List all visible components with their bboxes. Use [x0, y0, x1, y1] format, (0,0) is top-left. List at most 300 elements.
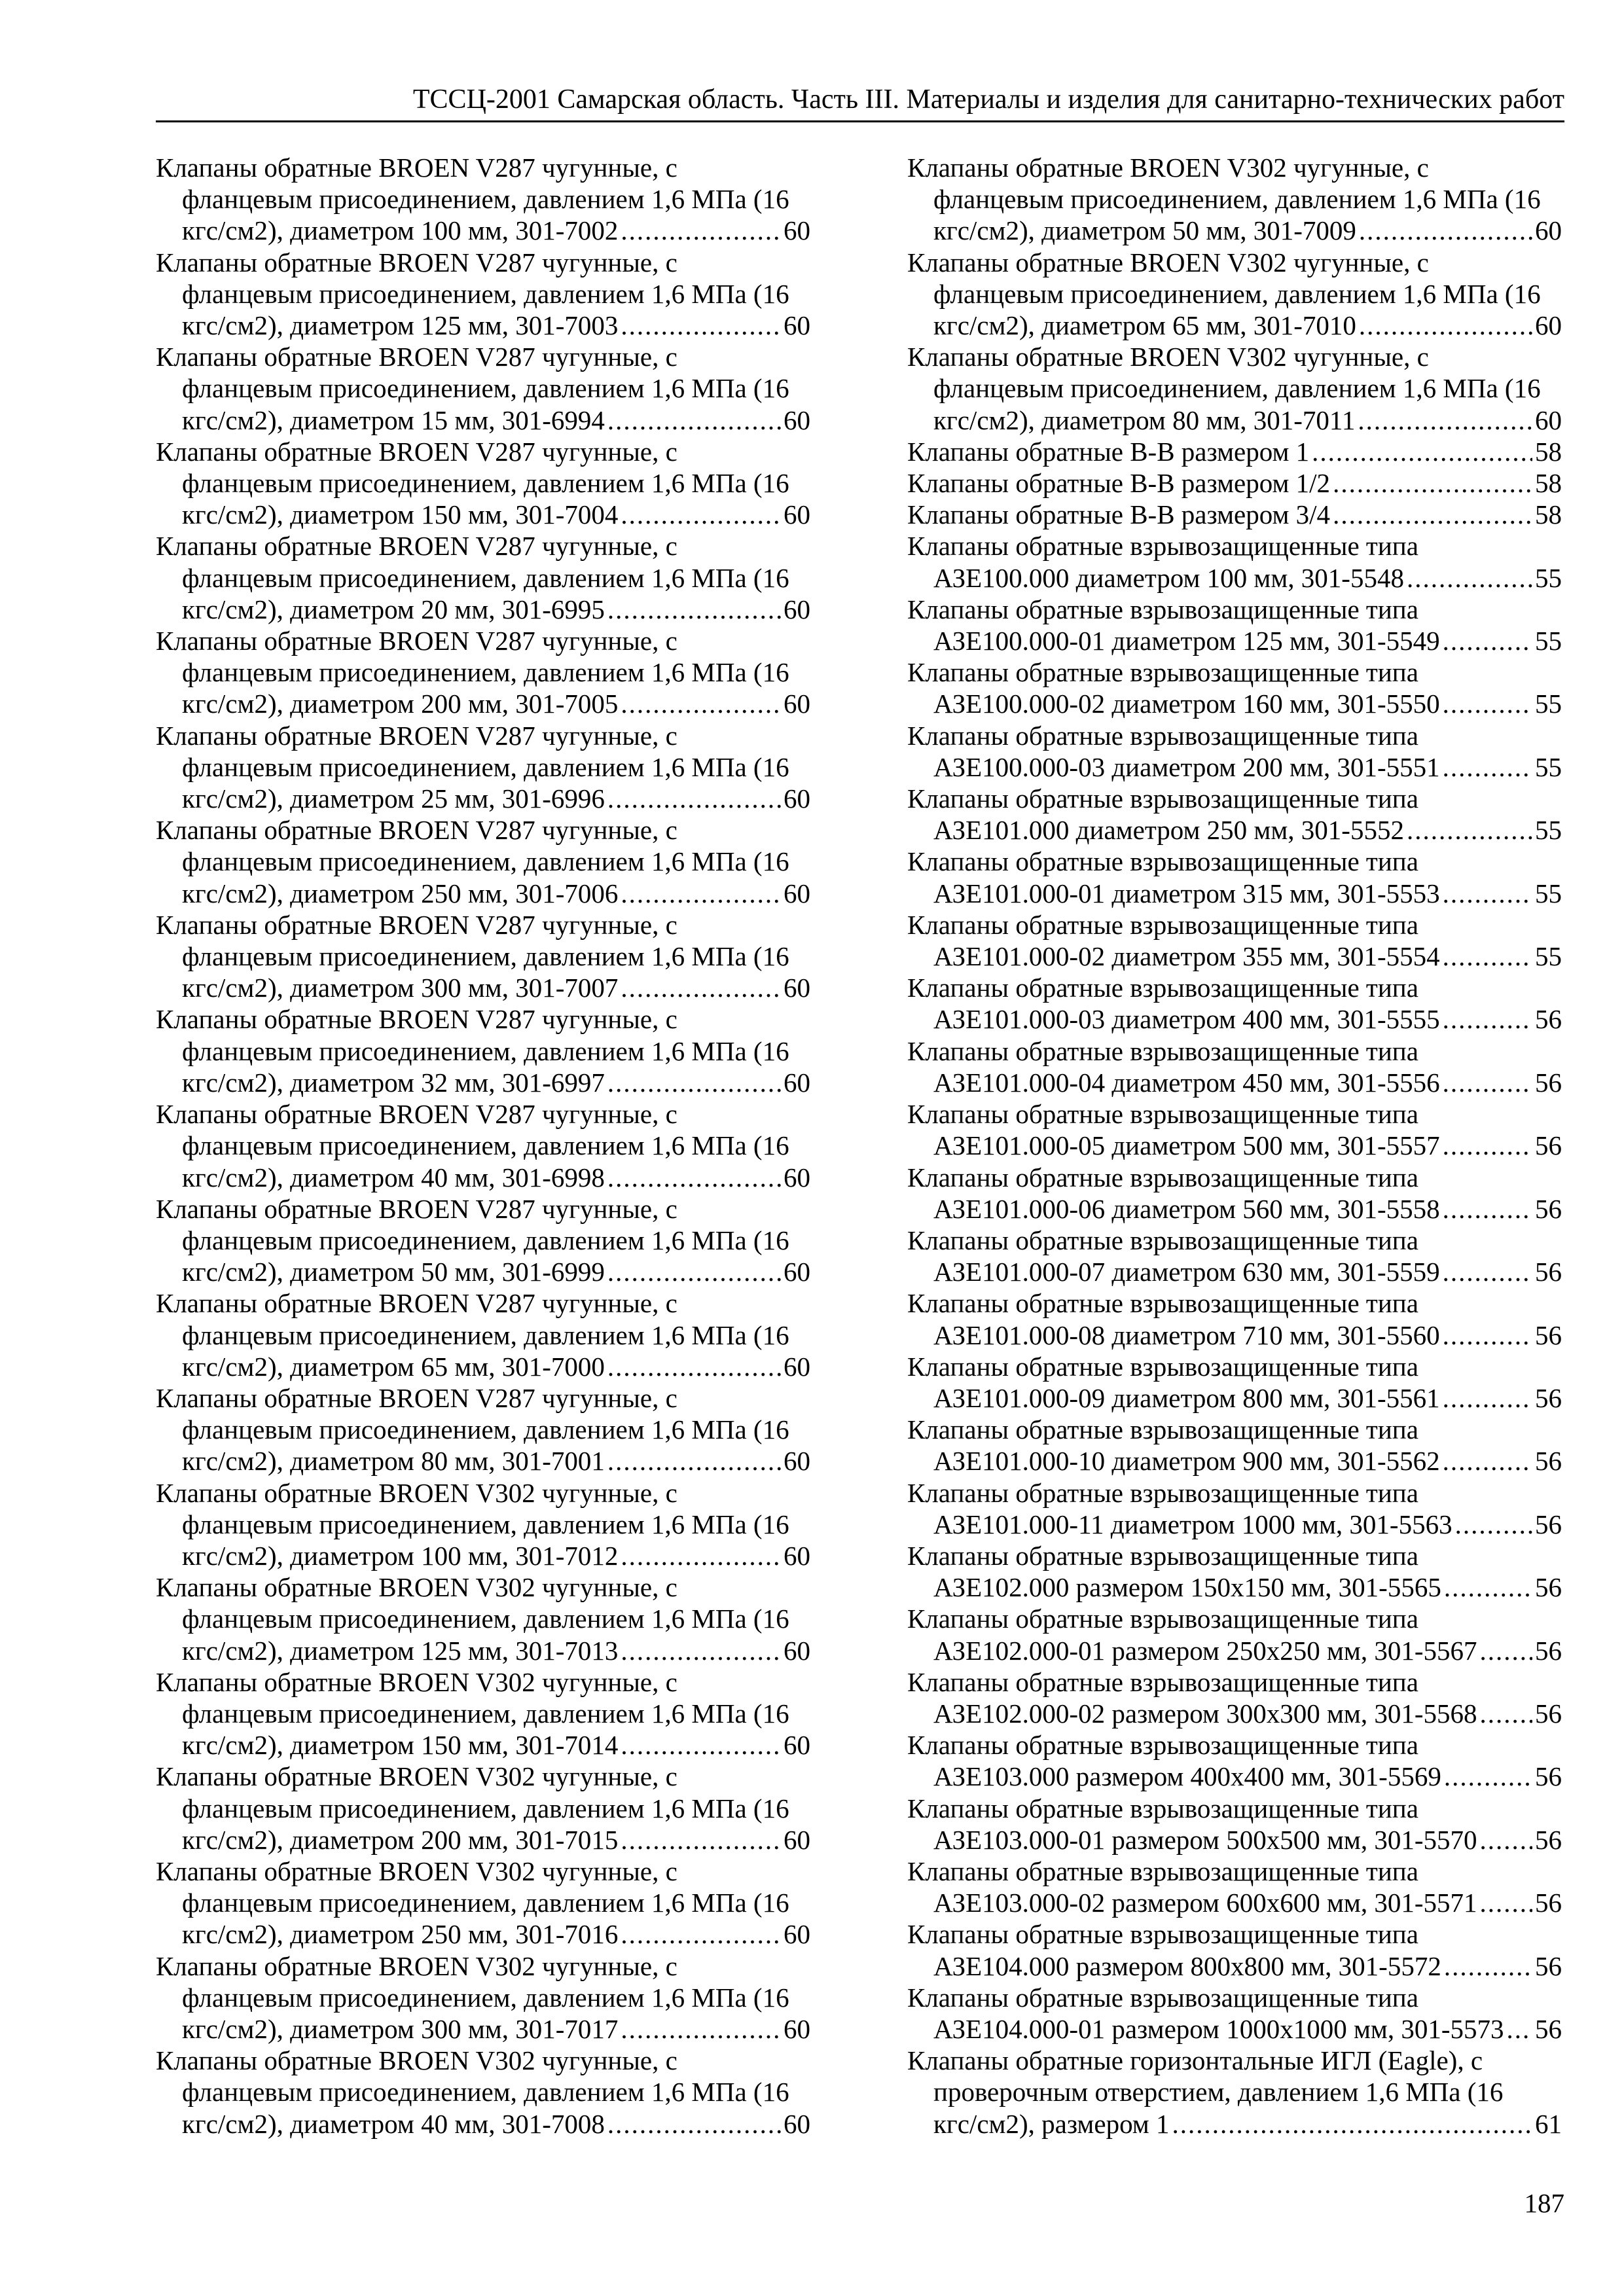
entry-heading-line: Клапаны обратные взрывозащищенные типа: [907, 1099, 1418, 1130]
entry-item-text: АЗЕ101.000-05 диаметром 500 мм, 301-5557: [933, 1130, 1440, 1161]
entry-final-line: [907, 436, 1562, 467]
entry-continuation-line: фланцевым присоединением, давлением 1,6 МПа (16: [182, 2077, 789, 2108]
dot-leader: [1480, 1635, 1533, 1666]
entry-final-line: [156, 878, 810, 909]
page-reference: 60: [784, 1824, 810, 1855]
page-reference: 60: [784, 1919, 810, 1950]
entry-item-text: кгс/см2), диаметром 20 мм, 301-6995: [182, 594, 605, 624]
dot-leader: [1443, 688, 1532, 719]
index-entry: [907, 247, 1562, 342]
index-entry: [907, 783, 1562, 846]
entry-continuation-line: фланцевым присоединением, давлением 1,6 МПа (16: [182, 1604, 789, 1634]
index-entry: [907, 1666, 1562, 1729]
dot-leader: [621, 1540, 781, 1571]
index-entry: [156, 2045, 810, 2140]
entry-item-text: кгс/см2), диаметром 80 мм, 301-7011: [933, 404, 1356, 435]
entry-final-line: [907, 688, 1562, 719]
entry-heading-line: Клапаны обратные взрывозащищенные типа: [907, 1856, 1418, 1886]
dot-leader: [1443, 751, 1532, 783]
index-entry: [907, 1098, 1562, 1161]
entry-heading-line: Клапаны обратные взрывозащищенные типа: [907, 1035, 1418, 1066]
dot-leader: [621, 1824, 781, 1856]
index-entry: [156, 1761, 810, 1856]
dot-leader: [1444, 1950, 1532, 1982]
entry-continuation-line: фланцевым присоединением, давлением 1,6 МПа (16: [182, 1888, 789, 1918]
entry-heading-line: Клапаны обратные взрывозащищенные типа: [907, 1540, 1418, 1571]
entry-final-line: [907, 1067, 1562, 1098]
entry-final-line: [156, 1351, 810, 1382]
entry-final-line: [907, 1130, 1562, 1161]
entry-heading-line: Клапаны обратные BROEN V287 чугунные, с: [156, 436, 677, 467]
dot-leader: [1443, 1130, 1532, 1161]
entry-item-text: кгс/см2), диаметром 80 мм, 301-7001: [182, 1446, 605, 1477]
index-entry: [156, 909, 810, 1004]
running-header: [156, 82, 1564, 122]
index-entry: [907, 1729, 1562, 1792]
page-reference: 61: [1535, 2108, 1562, 2139]
entry-item-text: кгс/см2), диаметром 15 мм, 301-6994: [182, 404, 605, 435]
entry-heading-line: Клапаны обратные BROEN V287 чугунные, с: [156, 720, 677, 751]
entry-final-line: [156, 1729, 810, 1761]
entry-heading-line: Клапаны обратные BROEN V302 чугунные, с: [156, 1477, 677, 1508]
entry-heading-line: Клапаны обратные взрывозащищенные типа: [907, 1477, 1418, 1508]
entry-continuation-line: фланцевым присоединением, давлением 1,6 МПа (16: [182, 941, 789, 972]
entry-final-line: [907, 878, 1562, 909]
entry-final-line: [907, 1698, 1562, 1729]
entry-final-line: [907, 1950, 1562, 1982]
page-reference: 55: [1535, 626, 1562, 656]
page-reference: 60: [784, 1162, 810, 1193]
entry-continuation-line: фланцевым присоединением, давлением 1,6 МПа (16: [182, 1698, 789, 1729]
index-entry: [907, 1035, 1562, 1098]
index-entry: [907, 1540, 1562, 1603]
page-reference: 56: [1535, 1382, 1562, 1413]
page-reference: 56: [1535, 1446, 1562, 1477]
entry-item-text: кгс/см2), диаметром 50 мм, 301-6999: [182, 1257, 605, 1287]
dot-leader: [621, 2013, 781, 2045]
index-entry: [907, 1225, 1562, 1287]
dot-leader: [607, 783, 781, 814]
index-entry: [907, 1477, 1562, 1540]
page-reference: 60: [784, 594, 810, 624]
entry-final-line: [907, 2108, 1562, 2140]
entry-item-text: АЗЕ101.000-08 диаметром 710 мм, 301-5560: [933, 1319, 1440, 1350]
entry-heading-line: Клапаны обратные BROEN V287 чугунные, с: [156, 152, 677, 183]
page-reference: 60: [1535, 215, 1562, 246]
index-entry: [907, 1414, 1562, 1477]
page-reference: 60: [784, 1540, 810, 1571]
entry-item-text: кгс/см2), диаметром 300 мм, 301-7007: [182, 973, 619, 1003]
dot-leader: [1359, 310, 1532, 341]
entry-heading-line: Клапаны обратные BROEN V287 чугунные, с: [156, 1288, 677, 1319]
page-reference: 60: [1535, 310, 1562, 341]
entry-item-text: АЗЕ101.000-07 диаметром 630 мм, 301-5559: [933, 1257, 1440, 1287]
dot-leader: [1358, 404, 1532, 436]
dot-leader: [1480, 1824, 1533, 1856]
entry-heading-line: Клапаны обратные BROEN V302 чугунные, с: [156, 1761, 677, 1792]
entry-heading-line: Клапаны обратные взрывозащищенные типа: [907, 1351, 1418, 1382]
entry-final-line: [907, 1193, 1562, 1225]
entry-item-text: кгс/см2), диаметром 65 мм, 301-7000: [182, 1351, 605, 1382]
entry-heading-line: Клапаны обратные BROEN V287 чугунные, с: [156, 1099, 677, 1130]
entry-continuation-line: фланцевым присоединением, давлением 1,6 МПа (16: [182, 278, 789, 309]
entry-item-text: кгс/см2), диаметром 200 мм, 301-7005: [182, 689, 619, 719]
entry-heading-line: Клапаны обратные BROEN V287 чугунные, с: [156, 1193, 677, 1224]
index-entry: [907, 1351, 1562, 1414]
entry-final-line: [907, 1382, 1562, 1414]
page-reference: 60: [784, 2013, 810, 2044]
page-reference: 60: [784, 973, 810, 1003]
page-reference: 56: [1535, 1257, 1562, 1287]
dot-leader: [1480, 1698, 1533, 1729]
entry-final-line: [907, 1003, 1562, 1035]
dot-leader: [1312, 436, 1532, 467]
dot-leader: [1443, 1256, 1532, 1287]
entry-final-line: [907, 1256, 1562, 1287]
index-entry: [156, 1287, 810, 1382]
entry-heading-line: Клапаны обратные взрывозащищенные типа: [907, 909, 1418, 940]
dot-leader: [1443, 1067, 1532, 1098]
index-entry: [156, 1666, 810, 1761]
entry-item-text: Клапаны обратные В-В размером 1/2: [907, 468, 1331, 499]
page-reference: 56: [1535, 1067, 1562, 1098]
entry-final-line: [907, 1319, 1562, 1351]
entry-continuation-line: фланцевым присоединением, давлением 1,6 МПа (16: [182, 657, 789, 688]
entry-final-line: [156, 594, 810, 625]
index-entry: [156, 1571, 810, 1666]
page-reference: 60: [784, 1067, 810, 1098]
entry-heading-line: Клапаны обратные взрывозащищенные типа: [907, 1666, 1418, 1697]
entry-final-line: [156, 404, 810, 436]
entry-item-text: АЗЕ101.000-04 диаметром 450 мм, 301-5556: [933, 1067, 1440, 1098]
entry-final-line: [156, 2108, 810, 2140]
entry-item-text: кгс/см2), диаметром 200 мм, 301-7015: [182, 1824, 619, 1855]
page-reference: 56: [1535, 1319, 1562, 1350]
entry-final-line: [156, 2013, 810, 2045]
index-entry: [907, 1918, 1562, 1981]
dot-leader: [621, 878, 781, 909]
entry-item-text: АЗЕ101.000-09 диаметром 800 мм, 301-5561: [933, 1382, 1440, 1413]
entry-heading-line: Клапаны обратные BROEN V302 чугунные, с: [907, 342, 1429, 372]
dot-leader: [621, 215, 781, 246]
entry-final-line: [156, 215, 810, 246]
entry-heading-line: Клапаны обратные BROEN V287 чугунные, с: [156, 1004, 677, 1035]
entry-heading-line: Клапаны обратные BROEN V287 чугунные, с: [156, 247, 677, 278]
entry-final-line: [907, 941, 1562, 972]
dot-leader: [607, 404, 781, 436]
page-reference: 56: [1535, 1824, 1562, 1855]
entry-final-line: [156, 1256, 810, 1287]
dot-leader: [1443, 1319, 1532, 1351]
entry-heading-line: Клапаны обратные BROEN V302 чугунные, с: [907, 247, 1429, 278]
page-reference: 60: [784, 310, 810, 341]
entry-continuation-line: фланцевым присоединением, давлением 1,6 МПа (16: [182, 1793, 789, 1823]
index-entry: [907, 1603, 1562, 1666]
entry-heading-line: Клапаны обратные взрывозащищенные типа: [907, 1793, 1418, 1823]
index-entry: [156, 1477, 810, 1572]
page-reference: 60: [784, 1635, 810, 1666]
page-reference: 56: [1535, 1509, 1562, 1539]
entry-item-text: кгс/см2), диаметром 100 мм, 301-7002: [182, 215, 619, 246]
entry-continuation-line: фланцевым присоединением, давлением 1,6 МПа (16: [182, 184, 789, 215]
page-reference: 56: [1535, 1635, 1562, 1666]
entry-item-text: АЗЕ101.000-10 диаметром 900 мм, 301-5562: [933, 1446, 1440, 1477]
index-entry: [907, 467, 1562, 499]
dot-leader: [1172, 2108, 1533, 2140]
entry-heading-line: Клапаны обратные взрывозащищенные типа: [907, 594, 1418, 624]
dot-leader: [607, 594, 781, 625]
index-entry: [156, 1950, 810, 2045]
entry-item-text: Клапаны обратные В-В размером 3/4: [907, 499, 1331, 530]
page-reference: 58: [1535, 436, 1562, 467]
dot-leader: [621, 1918, 781, 1950]
dot-leader: [621, 1729, 781, 1761]
entry-final-line: [907, 1571, 1562, 1603]
page-reference: 60: [1535, 404, 1562, 435]
entry-final-line: [156, 1918, 810, 1950]
entry-continuation-line: фланцевым присоединением, давлением 1,6 МПа (16: [182, 1319, 789, 1350]
index-entry: [907, 2045, 1562, 2140]
entry-heading-line: Клапаны обратные BROEN V302 чугунные, с: [907, 152, 1429, 183]
entry-item-text: АЗЕ102.000-01 размером 250х250 мм, 301-5567: [933, 1635, 1477, 1666]
dot-leader: [1444, 1761, 1532, 1792]
entry-final-line: [156, 1162, 810, 1193]
entry-heading-line: Клапаны обратные горизонтальные ИГЛ (Eagle), с: [907, 2045, 1483, 2076]
entry-heading-line: Клапаны обратные BROEN V302 чугунные, с: [156, 2045, 677, 2076]
entry-item-text: кгс/см2), размером 1: [933, 2108, 1170, 2139]
entry-item-text: Клапаны обратные В-В размером 1: [907, 436, 1310, 467]
entry-item-text: кгс/см2), диаметром 150 мм, 301-7004: [182, 499, 619, 530]
index-entry: [156, 1856, 810, 1950]
page-reference: 55: [1535, 562, 1562, 593]
entry-final-line: [907, 467, 1562, 499]
entry-heading-line: Клапаны обратные взрывозащищенные типа: [907, 1225, 1418, 1255]
entry-final-line: [907, 1824, 1562, 1856]
entry-continuation-line: фланцевым присоединением, давлением 1,6 МПа (16: [182, 1414, 789, 1445]
index-entry: [907, 1982, 1562, 2045]
entry-continuation-line: фланцевым присоединением, давлением 1,6 МПа (16: [182, 562, 789, 593]
index-entry: [907, 594, 1562, 656]
dot-leader: [607, 1067, 781, 1098]
entry-heading-line: Клапаны обратные взрывозащищенные типа: [907, 1919, 1418, 1950]
page-reference: 55: [1535, 751, 1562, 782]
entry-heading-line: Клапаны обратные BROEN V302 чугунные, с: [156, 1666, 677, 1697]
entry-final-line: [156, 783, 810, 814]
entry-final-line: [156, 1824, 810, 1856]
entry-item-text: АЗЕ101.000-01 диаметром 315 мм, 301-5553: [933, 878, 1440, 908]
index-entry: [907, 656, 1562, 719]
page-reference: 55: [1535, 815, 1562, 846]
entry-item-text: АЗЕ103.000-02 размером 600х600 мм, 301-5571: [933, 1888, 1477, 1918]
index-entry: [156, 720, 810, 815]
dot-leader: [607, 1162, 781, 1193]
entry-continuation-line: проверочным отверстием, давлением 1,6 МПа (16: [933, 2077, 1504, 2108]
dot-leader: [607, 1445, 781, 1477]
index-entry: [156, 1003, 810, 1098]
page-reference: 56: [1535, 2013, 1562, 2044]
entry-item-text: АЗЕ101.000-03 диаметром 400 мм, 301-5555: [933, 1004, 1440, 1035]
page-reference: 60: [784, 689, 810, 719]
index-entry: [907, 909, 1562, 972]
entry-final-line: [907, 562, 1562, 594]
dot-leader: [1480, 1887, 1533, 1918]
entry-heading-line: Клапаны обратные взрывозащищенные типа: [907, 1414, 1418, 1445]
entry-heading-line: Клапаны обратные взрывозащищенные типа: [907, 657, 1418, 688]
dot-leader: [1455, 1509, 1532, 1540]
entry-continuation-line: фланцевым присоединением, давлением 1,6 МПа (16: [182, 468, 789, 499]
entry-continuation-line: фланцевым присоединением, давлением 1,6 МПа (16: [182, 751, 789, 782]
index-entry: [907, 436, 1562, 467]
entry-heading-line: Клапаны обратные BROEN V287 чугунные, с: [156, 342, 677, 372]
dot-leader: [1443, 941, 1532, 972]
entry-continuation-line: фланцевым присоединением, давлением 1,6 МПа (16: [933, 278, 1541, 309]
page-reference: 60: [784, 1257, 810, 1287]
entry-item-text: кгс/см2), диаметром 32 мм, 301-6997: [182, 1067, 605, 1098]
page-reference: 56: [1535, 1888, 1562, 1918]
left-index-column: [156, 152, 810, 2140]
index-entry: [907, 499, 1562, 530]
entry-heading-line: Клапаны обратные BROEN V287 чугунные, с: [156, 626, 677, 656]
page-reference: 60: [784, 1351, 810, 1382]
entry-heading-line: Клапаны обратные взрывозащищенные типа: [907, 783, 1418, 814]
entry-continuation-line: фланцевым присоединением, давлением 1,6 МПа (16: [182, 1982, 789, 2013]
entry-heading-line: Клапаны обратные взрывозащищенные типа: [907, 720, 1418, 751]
page-reference: 55: [1535, 878, 1562, 908]
index-entry: [907, 1287, 1562, 1350]
entry-item-text: АЗЕ103.000-01 размером 500х500 мм, 301-5570: [933, 1824, 1477, 1855]
index-entry: [156, 152, 810, 247]
dot-leader: [607, 1256, 781, 1287]
page-reference: 58: [1535, 499, 1562, 530]
entry-final-line: [907, 1761, 1562, 1792]
dot-leader: [1443, 1193, 1532, 1225]
entry-item-text: АЗЕ101.000-11 диаметром 1000 мм, 301-5563: [933, 1509, 1453, 1539]
entry-final-line: [907, 1445, 1562, 1477]
index-entry: [907, 1793, 1562, 1856]
dot-leader: [621, 499, 781, 530]
dot-leader: [1333, 499, 1532, 530]
index-entry: [907, 341, 1562, 436]
entry-item-text: кгс/см2), диаметром 150 мм, 301-7014: [182, 1730, 619, 1761]
page-reference: 55: [1535, 689, 1562, 719]
index-entry: [907, 1162, 1562, 1225]
entry-item-text: кгс/см2), диаметром 25 мм, 301-6996: [182, 783, 605, 814]
entry-heading-line: Клапаны обратные взрывозащищенные типа: [907, 1730, 1418, 1761]
page-reference: 56: [1535, 1950, 1562, 1981]
entry-heading-line: Клапаны обратные взрывозащищенные типа: [907, 1162, 1418, 1193]
entry-heading-line: Клапаны обратные взрывозащищенные типа: [907, 531, 1418, 562]
page-reference: 60: [784, 878, 810, 908]
dot-leader: [621, 1635, 781, 1666]
page-reference: 58: [1535, 468, 1562, 499]
entry-item-text: кгс/см2), диаметром 125 мм, 301-7013: [182, 1635, 619, 1666]
entry-heading-line: Клапаны обратные BROEN V302 чугунные, с: [156, 1856, 677, 1886]
dot-leader: [1359, 215, 1532, 246]
entry-item-text: АЗЕ101.000 диаметром 250 мм, 301-5552: [933, 815, 1404, 846]
page-reference: 56: [1535, 1193, 1562, 1224]
index-entry: [907, 846, 1562, 908]
entry-final-line: [156, 1445, 810, 1477]
entry-final-line: [907, 215, 1562, 246]
entry-item-text: кгс/см2), диаметром 40 мм, 301-6998: [182, 1162, 605, 1193]
entry-item-text: АЗЕ101.000-02 диаметром 355 мм, 301-5554: [933, 941, 1440, 972]
entry-final-line: [907, 1509, 1562, 1540]
entry-heading-line: Клапаны обратные BROEN V287 чугунные, с: [156, 815, 677, 846]
dot-leader: [621, 972, 781, 1003]
entry-heading-line: Клапаны обратные взрывозащищенные типа: [907, 1982, 1418, 2013]
entry-item-text: кгс/см2), диаметром 250 мм, 301-7006: [182, 878, 619, 908]
entry-heading-line: Клапаны обратные BROEN V287 чугунные, с: [156, 909, 677, 940]
entry-heading-line: Клапаны обратные взрывозащищенные типа: [907, 973, 1418, 1003]
dot-leader: [621, 310, 781, 341]
entry-final-line: [156, 1067, 810, 1098]
entry-continuation-line: фланцевым присоединением, давлением 1,6 МПа (16: [182, 1509, 789, 1539]
entry-continuation-line: фланцевым присоединением, давлением 1,6 МПа (16: [182, 1225, 789, 1255]
entry-item-text: кгс/см2), диаметром 300 мм, 301-7017: [182, 2013, 619, 2044]
entry-continuation-line: фланцевым присоединением, давлением 1,6 МПа (16: [182, 1130, 789, 1161]
dot-leader: [1443, 1382, 1532, 1414]
index-entry: [907, 972, 1562, 1035]
index-entry: [907, 1856, 1562, 1918]
entry-item-text: кгс/см2), диаметром 250 мм, 301-7016: [182, 1919, 619, 1950]
dot-leader: [1443, 1003, 1532, 1035]
index-entry: [156, 341, 810, 436]
page-reference: 60: [784, 215, 810, 246]
entry-final-line: [156, 499, 810, 530]
page-reference: 55: [1535, 941, 1562, 972]
entry-final-line: [907, 2013, 1562, 2045]
entry-item-text: кгс/см2), диаметром 65 мм, 301-7010: [933, 310, 1356, 341]
entry-continuation-line: фланцевым присоединением, давлением 1,6 МПа (16: [933, 184, 1541, 215]
entry-final-line: [907, 310, 1562, 341]
index-entry: [156, 436, 810, 531]
entry-heading-line: Клапаны обратные взрывозащищенные типа: [907, 1288, 1418, 1319]
header-title: ТССЦ-2001 Самарская область. Часть III. Материалы и изделия для санитарно-технических работ: [412, 84, 1564, 115]
index-entry: [156, 625, 810, 720]
dot-leader: [1443, 1445, 1532, 1477]
dot-leader: [621, 688, 781, 719]
entry-item-text: кгс/см2), диаметром 40 мм, 301-7008: [182, 2108, 605, 2139]
page-reference: 60: [784, 1730, 810, 1761]
entry-item-text: АЗЕ100.000-01 диаметром 125 мм, 301-5549: [933, 626, 1440, 656]
entry-item-text: кгс/см2), диаметром 50 мм, 301-7009: [933, 215, 1356, 246]
dot-leader: [1443, 625, 1532, 656]
page-reference: 60: [784, 499, 810, 530]
entry-final-line: [907, 1887, 1562, 1918]
index-entry: [156, 1382, 810, 1477]
page-reference: 60: [784, 1446, 810, 1477]
index-entry: [156, 530, 810, 625]
entry-final-line: [907, 1635, 1562, 1666]
entry-item-text: АЗЕ102.000 размером 150х150 мм, 301-5565: [933, 1572, 1441, 1603]
entry-heading-line: Клапаны обратные BROEN V302 чугунные, с: [156, 1572, 677, 1603]
index-entry: [907, 152, 1562, 247]
right-index-column: [907, 152, 1562, 2140]
index-entry: [156, 247, 810, 342]
entry-heading-line: Клапаны обратные взрывозащищенные типа: [907, 1604, 1418, 1634]
entry-final-line: [156, 1635, 810, 1666]
entry-final-line: [156, 310, 810, 341]
dot-leader: [607, 1351, 781, 1382]
page-reference: 56: [1535, 1004, 1562, 1035]
entry-final-line: [907, 814, 1562, 846]
entry-final-line: [156, 972, 810, 1003]
page-reference: 60: [784, 2108, 810, 2139]
entry-heading-line: Клапаны обратные BROEN V287 чугунные, с: [156, 531, 677, 562]
entry-item-text: кгс/см2), диаметром 100 мм, 301-7012: [182, 1540, 619, 1571]
entry-continuation-line: фланцевым присоединением, давлением 1,6 МПа (16: [182, 373, 789, 404]
page-reference: 56: [1535, 1698, 1562, 1729]
